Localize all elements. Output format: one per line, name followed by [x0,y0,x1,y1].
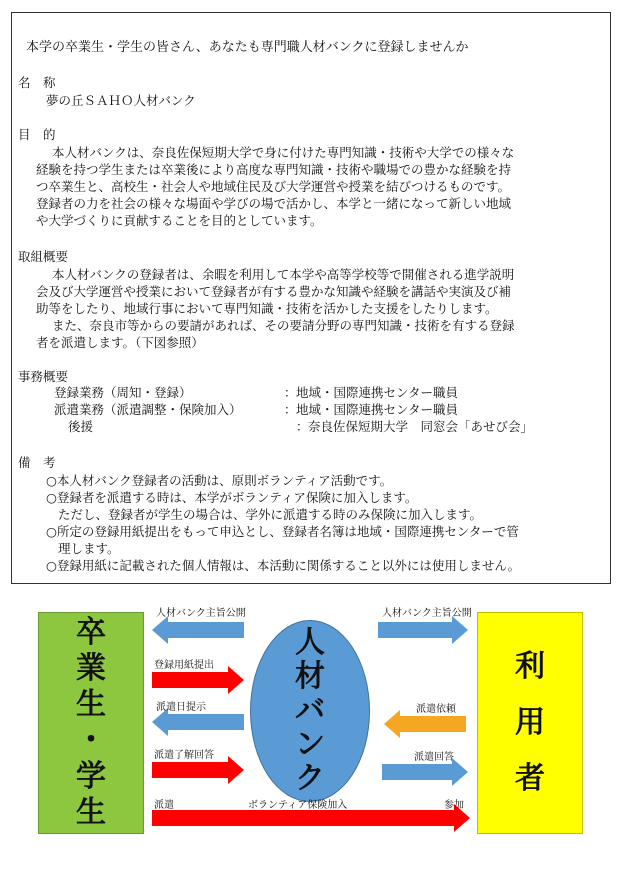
notes-heading: 備 考 [18,455,56,470]
arrow-left-publicity [152,616,244,644]
office-org: 地域・国際連携センター職員 [296,385,459,400]
box-char: 生 [76,687,106,722]
flow-diagram [0,590,623,875]
notes-line: ○所定の登録用紙提出をもって申込とし、登録者名簿は地域・国際連携センターで管 [46,524,519,539]
ellipse-char: ン [295,727,325,762]
label-accept: 派遣了解回答 [154,750,214,761]
purpose-line: や大学づくりに貢献することを目的としています。 [36,213,323,228]
overview-line: 本人材バンクの登録者は、余暇を利用して本学や高等学校等で開催される進学説明 [52,267,515,282]
label-right-publicity: 人材バンク主旨公開 [382,608,472,619]
name-value: 夢の丘ＳＡＨＯ人材バンク [46,93,196,108]
headline: 本学の卒業生・学生の皆さん、あなたも専門職人材バンクに登録しませんか [26,40,469,55]
box-char: 学 [76,759,106,794]
purpose-line: つ卒業生と、高校生・社会人や地域住民及び大学運営や授業を結びつけるものです。 [36,179,511,194]
name-heading: 名 称 [18,75,56,90]
box-char: ・ [76,723,106,758]
purpose-heading: 目 的 [18,127,56,142]
label-volunteer: ボランティア保険加入 [248,800,348,811]
purpose-line: 経験を持つ学生または卒業後により高度な専門知識・技術や職場での豊かな経験を持 [36,162,512,177]
box-char: 者 [515,761,545,796]
office-sep: ： [284,402,297,417]
office-task: 後援 [68,419,94,434]
label-left-publicity: 人材バンク主旨公開 [156,608,246,619]
notes-line: ○登録者を派遣する時は、本学がボランティア保険に加入します。 [46,490,418,505]
notes-line: ○本人材バンク登録者の活動は、原則ボランティア活動です。 [46,473,393,488]
overview-text [36,266,606,351]
notes-text [46,472,606,574]
ellipse-char: ク [295,761,325,796]
office-task: 登録業務（周知・登録） [54,385,192,400]
overview-line: 者を派遣します。（下図参照） [36,335,204,350]
office-org: 地域・国際連携センター職員 [296,402,459,417]
notes-line: 理します。 [58,541,120,556]
office-sep: ： [296,419,309,434]
office-heading: 事務概要 [18,369,69,384]
label-request: 派遣依頼 [416,704,456,715]
label-participate: 参加 [444,800,464,811]
box-char: 卒 [76,615,106,650]
label-date: 派遣日提示 [156,702,206,713]
ellipse-char: バ [295,693,325,728]
ellipse-char: 材 [295,659,325,694]
box-char: 利 [515,649,545,684]
purpose-line: 登録者の力を社会の様々な場面や学びの場で活かし、本学と一緒になって新しい地域 [36,196,512,211]
notes-line: ○登録用紙に記載された個人情報は、本活動に関係すること以外には使用しません。 [46,558,521,573]
purpose-line: 本人材バンクは、奈良佐保短期大学で身に付けた専門知識・技術や大学での様々な [52,145,515,160]
office-sep: ： [284,385,297,400]
box-char: 生 [76,795,106,830]
notes-line: ただし、登録者が学生の場合は、学外に派遣する時のみ保険に加入します。 [58,507,483,522]
label-reply: 派遣回答 [414,752,454,763]
office-org: 奈良佐保短期大学 同窓会「あせび会」 [308,419,534,434]
purpose-text [36,144,606,229]
overview-heading: 取組概要 [18,249,69,264]
office-task: 派遣業務（派遣調整・保険加入） [54,402,242,417]
box-char: 業 [76,651,106,686]
overview-line: また、奈良市等からの要請があれば、その要請分野の専門知識・技術を有する登録 [52,318,515,333]
label-dispatch: 派遣 [154,800,174,811]
overview-line: 助等をしたり、地域行事において専門知識・技術を活かした支援をしたりします。 [36,301,498,316]
label-register: 登録用紙提出 [154,660,214,671]
box-char: 用 [515,705,545,740]
arrow-right-publicity [378,616,468,644]
overview-line: 会及び大学運営や授業において登録者が有する豊かな知識や経験を講話や実演及び補 [36,284,512,299]
arrows-layer [0,590,623,875]
ellipse-char: 人 [295,625,325,660]
